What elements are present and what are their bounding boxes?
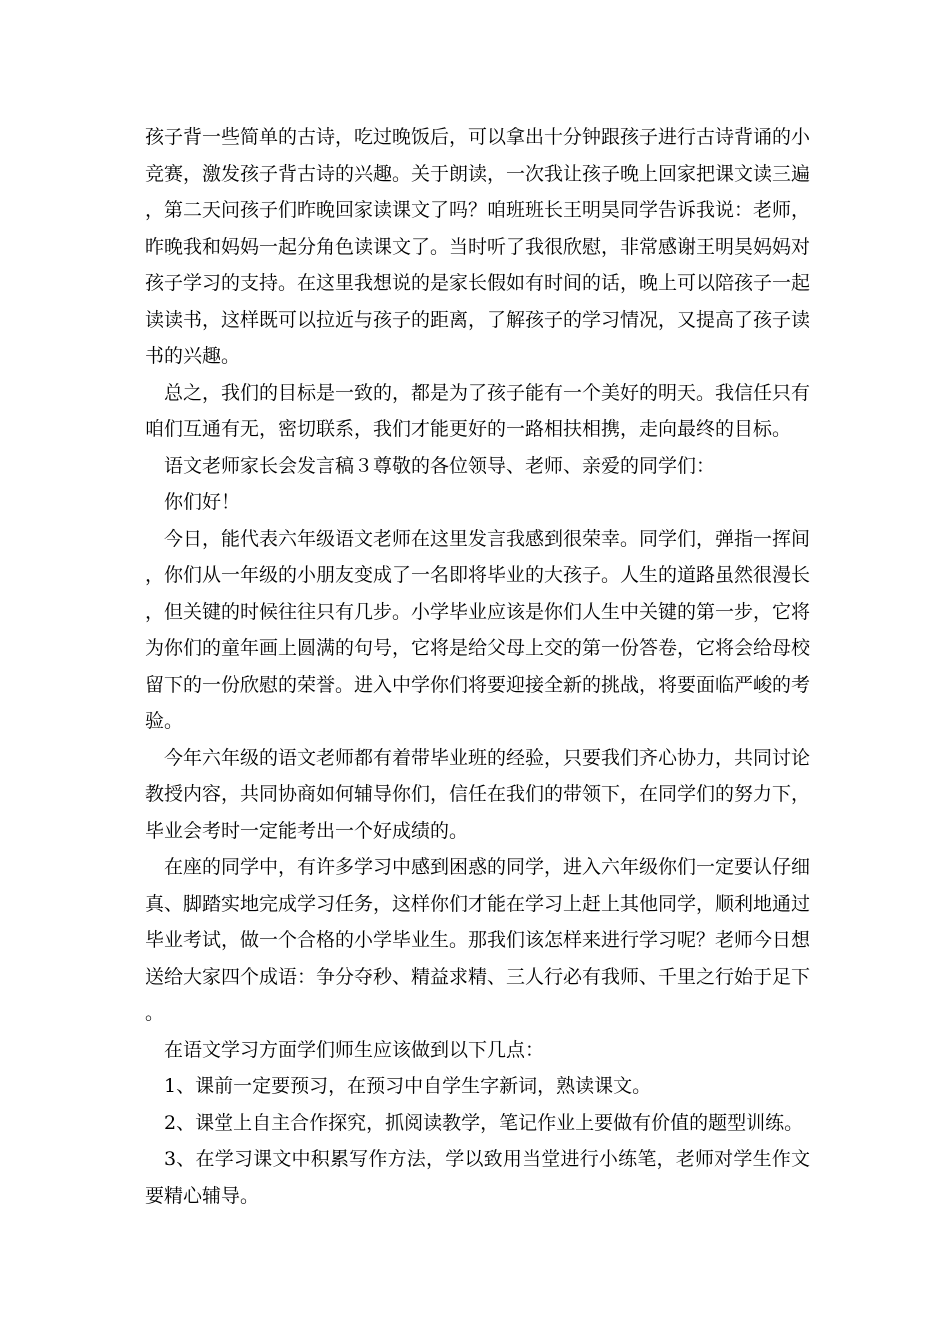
list-item-3: 3、在学习课文中积累写作方法，学以致用当堂进行小练笔，老师对学生作文要精心辅导。: [145, 1148, 810, 1207]
paragraph-teachers: 今年六年级的语文老师都有着带毕业班的经验，只要我们齐心协力，共同讨论教授内容，共同协商如何辅导你们，信任在我们的带领下，在同学们的努力下，毕业会考时一定能考出一个好成绩的。: [145, 746, 811, 842]
paragraph-continued: 孩子背一些简单的古诗，吃过晚饭后，可以拿出十分钟跟孩子进行古诗背诵的小竞赛，激发孩子背古诗的兴趣。关于朗读，一次我让孩子晚上回家把课文读三遍，第二天问孩子们昨晚回家读课文了吗？咱班班长王明昊同学告诉我说：老师，昨晚我和妈妈一起分角色读课文了。当时听了我很欣慰，非常感谢王明昊妈妈对孩子学习的支持。在这里我想说的是家长假如有时间的话，晚上可以陪孩子一起读读书，这样既可以拉近与孩子的距离，了解孩子的学习情况，又提高了孩子读书的兴趣。: [145, 126, 811, 367]
list-item-1: 1、课前一定要预习，在预习中自学生字新词，熟读课文。: [164, 1075, 652, 1097]
paragraph-intro: 今日，能代表六年级语文老师在这里发言我感到很荣幸。同学们，弹指一挥间，你们从一年级的小朋友变成了一名即将毕业的大孩子。人生的道路虽然很漫长，但关键的时候往往只有几步。小学毕业应该是你们人生中关键的第一步，它将为你们的童年画上圆满的句号，它将是给父母上交的第一份答卷，它将会给母校留下的一份欣慰的荣誉。进入中学你们将要迎接全新的挑战，将要面临严峻的考验。: [145, 527, 811, 732]
document-body: [145, 119, 810, 1214]
list-intro: 在语文学习方面学们师生应该做到以下几点：: [164, 1038, 545, 1061]
paragraph-students: 在座的同学中，有许多学习中感到困惑的同学，进入六年级你们一定要认仔细真、脚踏实地完成学习任务，这样你们才能在学习上赶上其他同学，顺利地通过毕业考试，做一个合格的小学毕业生。那我们该怎样来进行学习呢？老师今日想送给大家四个成语：争分夺秒、精益求精、三人行必有我师、千里之行始于足下。: [145, 856, 811, 1024]
paragraph-conclusion: 总之，我们的目标是一致的，都是为了孩子能有一个美好的明天。我信任只有咱们互通有无，密切联系，我们才能更好的一路相扶相携，走向最终的目标。: [145, 381, 811, 440]
greeting: 你们好！: [164, 491, 241, 513]
list-item-2: 2、课堂上自主合作探究，抓阅读教学，笔记作业上要做有价值的题型训练。: [164, 1111, 804, 1134]
speech-heading: 语文老师家长会发言稿３尊敬的各位领导、老师、亲爱的同学们：: [164, 454, 716, 477]
